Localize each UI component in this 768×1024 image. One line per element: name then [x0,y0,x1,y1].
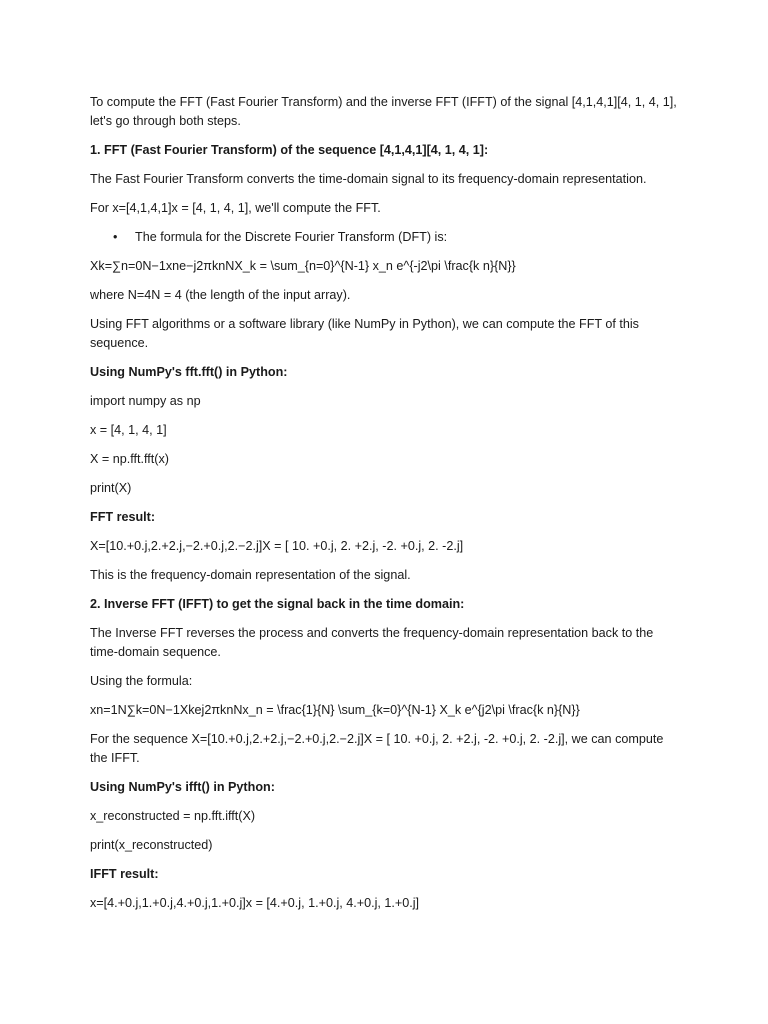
ifft-description: The Inverse FFT reverses the process and converts the frequency-domain representation back to the time-domain sequence. [90,626,654,659]
freq-repr-paragraph: This is the frequency-domain representation of the signal. [90,568,411,582]
numpy-ifft-heading: Using NumPy's ifft() in Python: [90,780,275,794]
ifft-result: x=[4.+0.j,1.+0.j,4.+0.j,1.+0.j]x = [4.+0.j, 1.+0.j, 4.+0.j, 1.+0.j] [90,896,420,910]
fft-result: X=[10.+0.j,2.+2.j,−2.+0.j,2.−2.j]X = [ 10. +0.j, 2. +2.j, -2. +0.j, 2. -2.j] [90,539,464,553]
dft-formula: Xk=∑n=0N−1xne−j2πknNX_k = \sum_{n=0}^{N-1} x_n e^{-j2\pi \frac{k n}{N}} [90,259,516,273]
code-line-fft: X = np.fft.fft(x) [90,452,169,466]
bullet-text: The formula for the Discrete Fourier Transform (DFT) is: [135,230,448,244]
code-line-reconstruct: x_reconstructed = np.fft.ifft(X) [90,809,256,823]
bullet-icon: • [113,230,118,244]
code-line-import: import numpy as np [90,394,201,408]
idft-formula: xn=1N∑k=0N−1Xkej2πknNx_n = \frac{1}{N} \sum_{k=0}^{N-1} X_k e^{j2\pi \frac{k n}{N}} [90,703,580,717]
bullet-item-dft [90,228,680,247]
for-sequence-paragraph: For the sequence X=[10.+0.j,2.+2.j,−2.+0.j,2.−2.j]X = [ 10. +0.j, 2. +2.j, -2. +0.j, 2. -2.j], we can compute the IFFT. [90,732,664,765]
code-line-x: x = [4, 1, 4, 1] [90,423,167,437]
fft-description: The Fast Fourier Transform converts the time-domain signal to its frequency-domain representation. [90,172,647,186]
numpy-fft-heading: Using NumPy's fft.fft() in Python: [90,365,288,379]
using-fft-paragraph: Using FFT algorithms or a software library (like NumPy in Python), we can compute the FFT of this sequence. [90,317,639,350]
document-page [90,93,680,923]
section-heading-ifft: 2. Inverse FFT (IFFT) to get the signal back in the time domain: [90,597,465,611]
for-x-paragraph: For x=[4,1,4,1]x = [4, 1, 4, 1], we'll compute the FFT. [90,201,381,215]
fft-result-heading: FFT result: [90,510,156,524]
code-line-print-reconstructed: print(x_reconstructed) [90,838,213,852]
using-formula-paragraph: Using the formula: [90,674,193,688]
section-heading-fft: 1. FFT (Fast Fourier Transform) of the sequence [4,1,4,1][4, 1, 4, 1]: [90,143,489,157]
intro-paragraph: To compute the FFT (Fast Fourier Transform) and the inverse FFT (IFFT) of the signal [4,1,4,1][4, 1, 4, 1], let's go through both steps. [90,95,677,128]
ifft-result-heading: IFFT result: [90,867,159,881]
where-n-paragraph: where N=4N = 4 (the length of the input array). [90,288,351,302]
code-line-print-x: print(X) [90,481,132,495]
